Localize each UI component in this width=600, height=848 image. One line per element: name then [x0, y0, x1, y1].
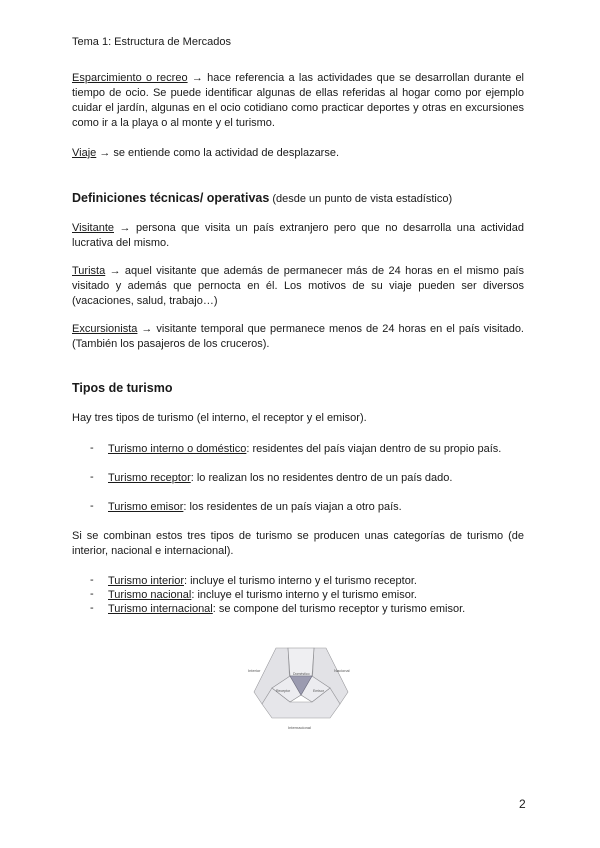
list-item	[108, 588, 528, 602]
paragraph-tipos: Hay tres tipos de turismo (el interno, el receptor y el emisor).	[72, 412, 367, 424]
list-item	[108, 602, 528, 616]
label-receptor: Receptor	[276, 689, 291, 693]
section-note: (desde un punto de vista estadístico)	[269, 193, 453, 205]
list-marker: -	[90, 588, 94, 600]
list-item-term: Turismo receptor	[108, 472, 191, 484]
section-heading-definiciones	[72, 191, 452, 205]
list-item-term: Turismo emisor	[108, 501, 184, 513]
page-number: 2	[519, 797, 526, 811]
list-item-text: : residentes del país viajan dentro de su propio país.	[246, 443, 502, 455]
list-marker: -	[90, 500, 94, 512]
list-item	[108, 500, 528, 514]
label-nacional: Nacional	[334, 668, 350, 673]
term-turista: Turista	[72, 265, 106, 277]
list-item-text: : incluye el turismo interno y el turismo receptor.	[184, 575, 417, 587]
paragraph-combinan: Si se combinan estos tres tipos de turismo se producen unas categorías de turismo (de interior, nacional e internacional).	[72, 530, 524, 557]
list-item-term: Turismo interior	[108, 575, 184, 587]
paragraph-viaje	[72, 146, 524, 161]
tourism-categories-diagram	[246, 640, 356, 732]
list-item-term: Turismo internacional	[108, 603, 213, 615]
list-item-text: : los residentes de un país viajan a otro país.	[183, 501, 402, 513]
list-item	[108, 471, 528, 485]
paragraph-turista	[72, 264, 524, 309]
list-item	[108, 574, 528, 588]
term-esparcimiento: Esparcimiento o recreo	[72, 72, 188, 84]
list-marker: -	[90, 602, 94, 614]
section-title: Definiciones técnicas/ operativas	[72, 191, 270, 205]
list-marker: -	[90, 442, 94, 454]
list-marker: -	[90, 471, 94, 483]
list-item-text: : lo realizan los no residentes dentro de un país dado.	[190, 472, 453, 484]
definition-viaje: → se entiende como la actividad de desplazarse.	[96, 147, 340, 159]
list-item	[108, 442, 528, 456]
page-header: Tema 1: Estructura de Mercados	[72, 36, 231, 48]
list-marker: -	[90, 574, 94, 586]
term-visitante: Visitante	[72, 222, 114, 234]
definition-turista: → aquel visitante que además de permanecer más de 24 horas en el mismo país visitado y además que pernocta en él. Los motivos de su viaje pueden ser diversos (vacaciones, salud, trabajo…)	[72, 265, 524, 307]
list-item-term: Turismo interno o doméstico	[108, 443, 247, 455]
term-excursionista: Excursionista	[72, 323, 138, 335]
paragraph-excursionista	[72, 322, 524, 352]
label-internacional: Internacional	[288, 725, 311, 730]
label-emisor: Emisor	[313, 689, 324, 693]
list-item-text: : se compone del turismo receptor y turismo emisor.	[212, 603, 466, 615]
section-heading-tipos: Tipos de turismo	[72, 381, 173, 395]
list-item-term: Turismo nacional	[108, 589, 192, 601]
list-item-text: : incluye el turismo interno y el turismo emisor.	[191, 589, 417, 601]
term-viaje: Viaje	[72, 147, 97, 159]
paragraph-visitante	[72, 221, 524, 251]
label-interior: Interior	[248, 668, 261, 673]
label-domestico: Doméstico	[293, 672, 310, 676]
definition-visitante: → persona que visita un país extranjero pero que no desarrolla una actividad lucrativa del mismo.	[72, 222, 524, 249]
definition-excursionista: → visitante temporal que permanece menos de 24 horas en el país visitado. (También los pasajeros de los cruceros).	[72, 323, 524, 350]
paragraph-esparcimiento	[72, 71, 524, 131]
definition-esparcimiento: → hace referencia a las actividades que se desarrollan durante el tiempo de ocio. Se puede identificar algunas de ellas referidas al hogar como por ejemplo cuidar el jardín, algunas en el ocio cotidiano como practicar deportes y otras en excursiones como ir a la playa o al monte y el turismo.	[72, 72, 524, 129]
